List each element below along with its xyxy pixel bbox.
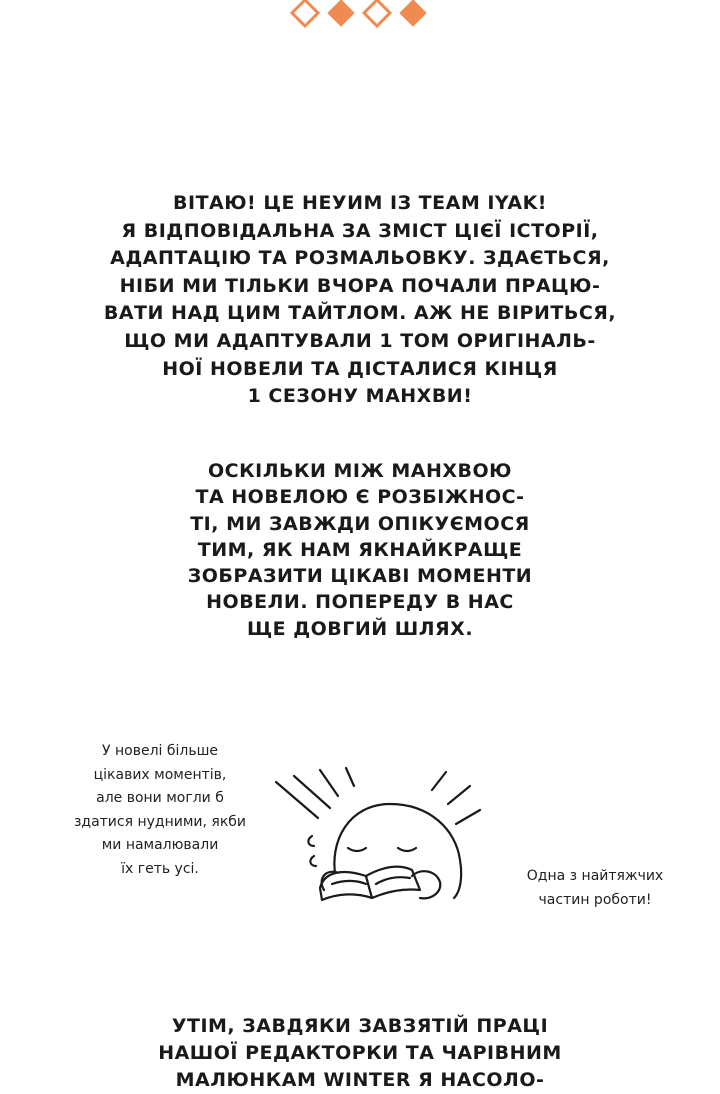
blob-eye [398, 848, 416, 851]
note-line: їх геть усі. [121, 860, 199, 877]
text-line: ВАТИ НАД ЦИМ ТАЙТЛОМ. АЖ НЕ ВІРИТЬСЯ, [103, 302, 617, 325]
text-line: НОЇ НОВЕЛИ ТА ДІСТАЛИСЯ КІНЦЯ [162, 357, 558, 380]
differences-paragraph [0, 458, 720, 642]
reading-blob-illustration [270, 760, 500, 910]
sweat-mark [310, 856, 316, 866]
text-line: НАШОЇ РЕДАКТОРКИ ТА ЧАРІВНИМ [158, 1042, 562, 1064]
blob-eye [348, 848, 366, 851]
text-line: ТА НОВЕЛОЮ Є РОЗБІЖНОС- [195, 486, 525, 509]
emphasis-line [346, 768, 354, 786]
text-line: ЩЕ ДОВГИЙ ШЛЯХ. [246, 617, 474, 640]
text-line: 1 СЕЗОНУ МАНХВИ! [247, 385, 473, 408]
text-line: НОВЕЛИ. ПОПЕРЕДУ В НАС [206, 591, 514, 614]
note-line: ми намалювали [101, 837, 219, 853]
text-line: ЩО МИ АДАПТУВАЛИ 1 ТОМ ОРИГІНАЛЬ- [124, 329, 596, 352]
closing-paragraph [0, 1013, 720, 1094]
diamond-filled [400, 0, 426, 26]
emphasis-line [448, 786, 470, 804]
diamond-outline [364, 0, 390, 26]
emphasis-line [320, 770, 338, 796]
text-line: УТІМ, ЗАВДЯКИ ЗАВЗЯТІЙ ПРАЦІ [171, 1015, 549, 1037]
note-line: цікавих моментів, [93, 766, 227, 783]
header-diamonds [0, 0, 720, 30]
emphasis-line [456, 810, 480, 824]
side-note-right [495, 864, 695, 912]
text-line: ТІ, МИ ЗАВЖДИ ОПІКУЄМОСЯ [190, 512, 530, 535]
text-line: АДАПТАЦІЮ ТА РОЗМАЛЬОВКУ. ЗДАЄТЬСЯ, [110, 247, 610, 270]
diamond-filled [328, 0, 354, 26]
text-line: ТИМ, ЯК НАМ ЯКНАЙКРАЩЕ [197, 538, 523, 561]
text-line: Я ВІДПОВІДАЛЬНА ЗА ЗМІСТ ЦІЄЇ ІСТОРІЇ, [121, 219, 599, 242]
diamond-outline [292, 0, 318, 26]
note-line: частин роботи! [538, 892, 652, 908]
intro-paragraph [0, 190, 720, 411]
note-line: здатися нудними, якби [73, 813, 247, 830]
emphasis-line [432, 772, 446, 790]
note-line: У новелі більше [102, 743, 218, 759]
text-line: НІБИ МИ ТІЛЬКИ ВЧОРА ПОЧАЛИ ПРАЦЮ- [119, 274, 601, 297]
book-left [320, 872, 372, 900]
side-note-left [40, 740, 280, 881]
text-line: МАЛЮНКАМ WINTER Я НАСОЛО- [175, 1069, 545, 1091]
emphasis-line [276, 782, 318, 818]
text-line: ОСКІЛЬКИ МІЖ МАНХВОЮ [208, 460, 512, 482]
note-line: Одна з найтяжчих [526, 868, 664, 884]
text-line: ВІТАЮ! ЦЕ НЕУИМ ІЗ TEAM IYAK! [173, 192, 547, 214]
book-right [366, 867, 420, 898]
text-line: ЗОБРАЗИТИ ЦІКАВІ МОМЕНТИ [187, 565, 533, 588]
note-line: але вони могли б [96, 790, 224, 806]
sweat-mark [308, 836, 314, 846]
